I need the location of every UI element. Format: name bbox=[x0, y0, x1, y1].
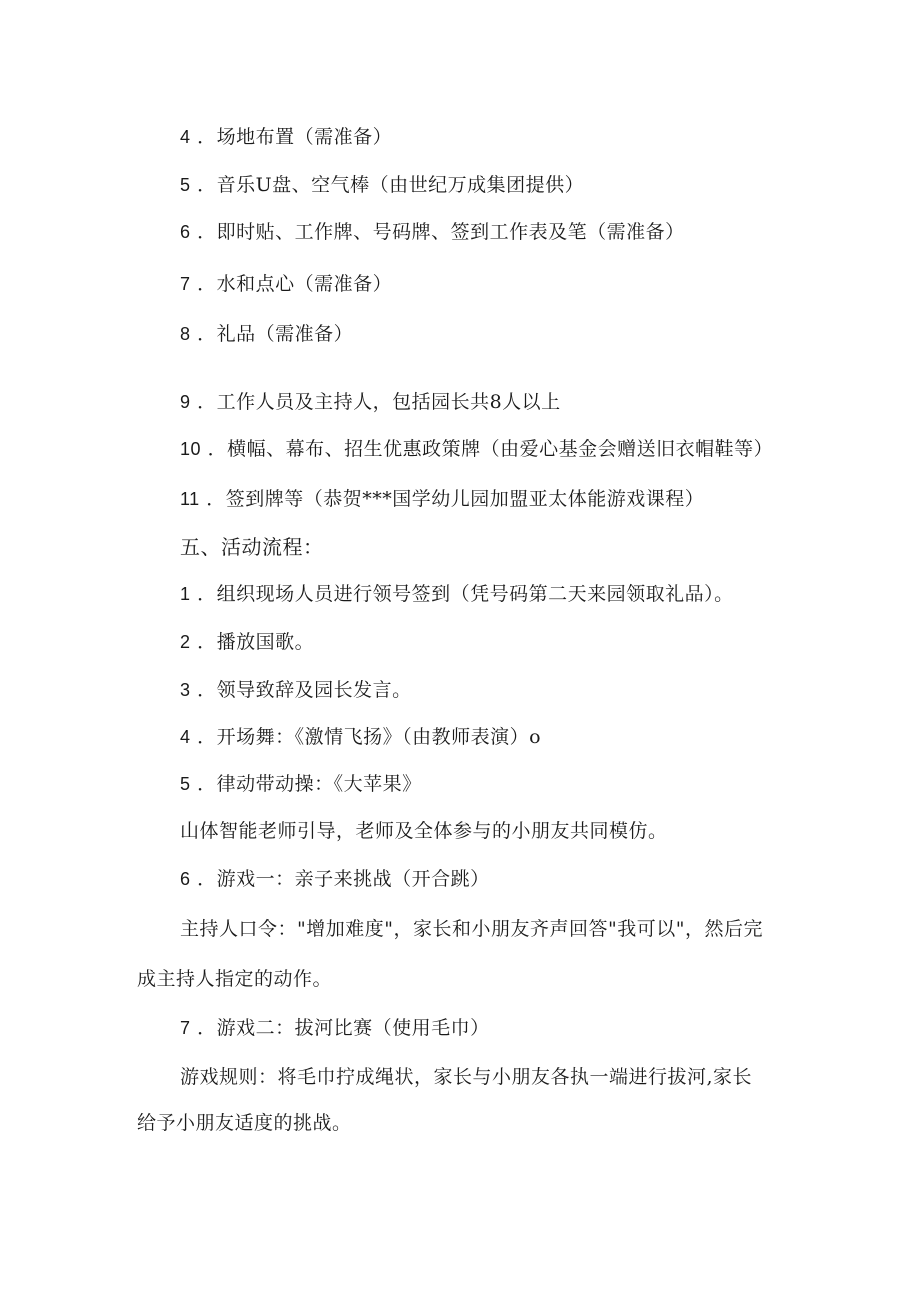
material-item-5 bbox=[180, 172, 584, 198]
item-number: 4 bbox=[180, 127, 191, 147]
item-text: ．场地布置（需准备） bbox=[197, 126, 393, 148]
item-text: ．游戏二：拔河比赛（使用毛巾） bbox=[197, 1017, 490, 1039]
paragraph-game-rules-line1: 游戏规则：将毛巾拧成绳状，家长与小朋友各执一端进行拔河,家长 bbox=[180, 1066, 753, 1088]
paragraph-host-command-line2: 成主持人指定的动作。 bbox=[137, 968, 333, 990]
item-text: ．水和点心（需准备） bbox=[197, 273, 393, 295]
section-heading: 五、活动流程： bbox=[180, 535, 324, 559]
item-number: 4 bbox=[180, 727, 191, 747]
material-item-4 bbox=[180, 124, 392, 150]
item-text: ．音乐U盘、空气棒（由世纪万成集团提供） bbox=[197, 174, 585, 196]
flow-item-5 bbox=[180, 771, 422, 797]
item-text: ．即时贴、工作牌、号码牌、签到工作表及笔（需准备） bbox=[197, 221, 685, 243]
item-text: ．游戏一：亲子来挑战（开合跳） bbox=[197, 868, 490, 890]
item-number: 7 bbox=[180, 1018, 191, 1038]
item-number: 8 bbox=[180, 324, 191, 344]
item-number: 9 bbox=[180, 392, 191, 412]
item-number: 10 bbox=[180, 439, 202, 459]
item-number: 7 bbox=[180, 274, 191, 294]
item-number: 5 bbox=[180, 774, 191, 794]
game-item-1 bbox=[180, 866, 490, 892]
item-number: 11 bbox=[180, 489, 200, 509]
paragraph-game-rules-line2: 给予小朋友适度的挑战。 bbox=[137, 1112, 352, 1134]
flow-item-4 bbox=[180, 724, 541, 750]
item-text: ．领导致辞及园长发言。 bbox=[197, 679, 412, 701]
item-number: 3 bbox=[180, 680, 191, 700]
paragraph-host-command-line1: 主持人口令："增加难度"，家长和小朋友齐声回答"我可以"，然后完 bbox=[180, 918, 763, 940]
item-number: 6 bbox=[180, 222, 191, 242]
game-item-2 bbox=[180, 1015, 490, 1041]
item-number: 1 bbox=[180, 584, 191, 604]
material-item-9 bbox=[180, 389, 561, 415]
item-text: ．签到牌等（恭贺***国学幼儿园加盟亚太体能游戏课程） bbox=[206, 488, 705, 510]
material-item-8 bbox=[180, 321, 353, 347]
item-text: ．律动带动操：《大苹果》 bbox=[197, 773, 422, 795]
material-item-10 bbox=[180, 436, 773, 462]
paragraph-guide: 山体智能老师引导，老师及全体参与的小朋友共同模仿。 bbox=[180, 820, 668, 842]
flow-item-3 bbox=[180, 677, 412, 703]
item-text: ．横幅、幕布、招生优惠政策牌（由爱心基金会赠送旧衣帽鞋等） bbox=[207, 438, 774, 460]
material-item-6 bbox=[180, 219, 685, 245]
item-text: ．开场舞：《激情飞扬》（由教师表演）o bbox=[197, 726, 542, 748]
flow-item-2 bbox=[180, 629, 314, 655]
item-text: ．工作人员及主持人，包括园长共8人以上 bbox=[197, 391, 561, 413]
flow-item-1 bbox=[180, 581, 734, 607]
item-number: 2 bbox=[180, 632, 191, 652]
item-number: 5 bbox=[180, 175, 191, 195]
item-text: ．组织现场人员进行领号签到（凭号码第二天来园领取礼品）。 bbox=[197, 583, 734, 605]
item-number: 6 bbox=[180, 869, 191, 889]
item-text: ．播放国歌。 bbox=[197, 631, 315, 653]
item-text: ．礼品（需准备） bbox=[197, 323, 354, 345]
material-item-11 bbox=[180, 486, 704, 512]
material-item-7 bbox=[180, 271, 392, 297]
